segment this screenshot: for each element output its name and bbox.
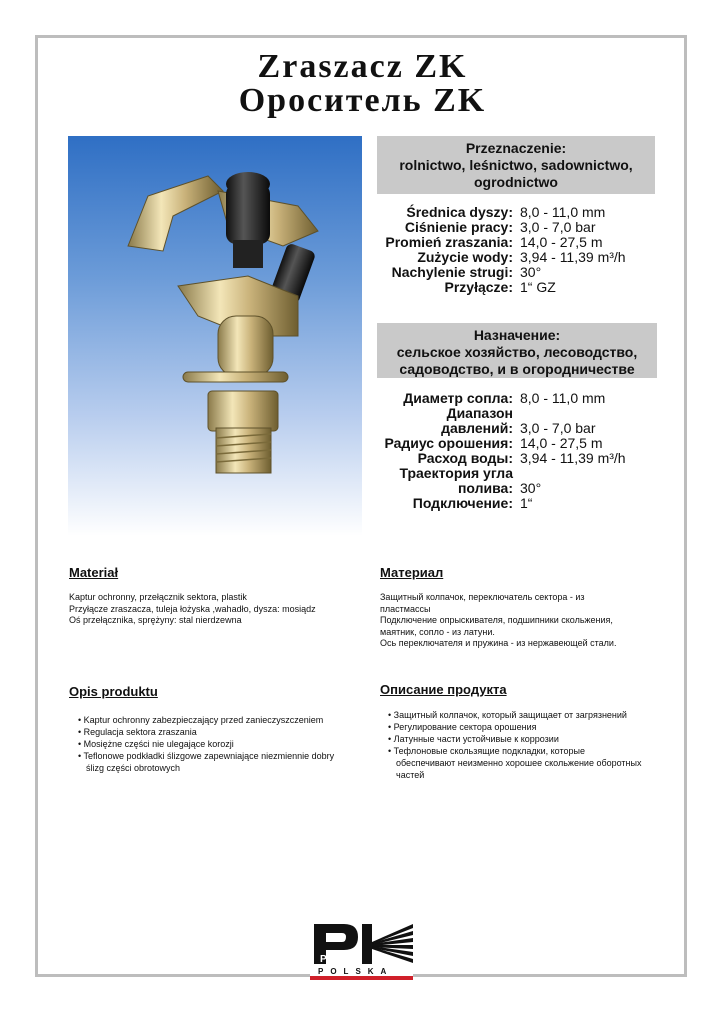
spec-key: Przyłącze: — [444, 279, 513, 295]
text-line: маятник, сопло - из латуни. — [380, 626, 495, 637]
spec-key: Расход воды: — [417, 450, 513, 466]
logo-sub-text: POLSKA — [318, 967, 394, 976]
list-item: • Kaptur ochronny zabezpieczający przed zanieczyszczeniem — [76, 714, 346, 726]
list-item: • Тефлоновые скользящие подкладки, которые обеспечивают неизменно хорошее скольжение оборотных частей — [386, 745, 646, 781]
ru-desc-list — [386, 709, 646, 781]
spec-value: 1“ — [520, 495, 533, 511]
pl-material-text — [69, 592, 316, 627]
list-item: • Mosiężne części nie ulegające korozji — [76, 738, 346, 750]
product-photo — [68, 136, 362, 536]
ru-specs — [371, 391, 626, 511]
spec-row — [371, 205, 626, 220]
list-item: • Защитный колпачок, который защищает от загрязнений — [386, 709, 646, 721]
perrot-logo — [310, 920, 413, 980]
pl-desc-list — [76, 714, 346, 774]
text-line: Kaptur ochronny, przełącznik sektora, plastik — [69, 592, 247, 602]
spec-value: 3,0 - 7,0 bar — [520, 420, 596, 436]
spec-key: Радиус орошения: — [384, 435, 513, 451]
spec-key: Zużycie wody: — [417, 249, 513, 265]
spec-row — [371, 436, 626, 451]
title-russian: Ороситель ZK — [238, 82, 487, 119]
spec-row — [371, 280, 626, 295]
spec-key: Диаметр сопла: — [403, 390, 513, 406]
spec-value: 14,0 - 27,5 m — [520, 435, 603, 451]
pl-purpose-box — [377, 136, 655, 194]
spec-row — [371, 451, 626, 466]
text-line: пластмассы — [380, 603, 431, 614]
spec-key: Диапазон давлений: — [441, 405, 513, 436]
ru-purpose-text: сельское хозяйство, лесоводство, садоводство, и в огородничестве — [396, 344, 638, 377]
spec-value: 30° — [520, 264, 542, 280]
spec-value: 8,0 - 11,0 mm — [520, 204, 606, 220]
spec-row — [371, 391, 626, 406]
spec-key: Promień zraszania: — [385, 234, 513, 250]
ru-material-text — [380, 592, 616, 650]
spec-key: Ciśnienie pracy: — [404, 219, 513, 235]
sprinkler-illustration — [68, 136, 362, 536]
pl-purpose-heading: Przeznaczenie: — [465, 140, 567, 156]
ru-purpose-box — [377, 323, 657, 378]
list-item: • Teflonowe podkładki ślizgowe zapewniające niezmiennie dobry ślizg części obrotowych — [76, 750, 346, 774]
logo-brand-text: Perrot — [320, 954, 350, 965]
spec-key: Nachylenie strugi: — [391, 264, 513, 280]
ru-desc-heading: Описание продукта — [380, 682, 507, 697]
spec-value: 3,0 - 7,0 bar — [520, 219, 596, 235]
spec-value: 3,94 - 11,39 m³/h — [520, 249, 626, 265]
list-item: • Регулирование сектора орошения — [386, 721, 646, 733]
text-line: Защитный колпачок, переключатель сектора - из — [380, 592, 585, 602]
list-item: • Regulacja sektora zraszania — [76, 726, 346, 738]
spec-row — [371, 250, 626, 265]
spec-row — [371, 235, 626, 250]
pl-specs — [371, 205, 626, 295]
spec-key: Подключение: — [412, 495, 513, 511]
spec-value: 14,0 - 27,5 m — [520, 234, 603, 250]
text-line: Oś przełącznika, sprężyny: stal nierdzewna — [69, 615, 242, 625]
title-polish: Zraszacz ZK — [257, 48, 468, 85]
spec-value: 3,94 - 11,39 m³/h — [520, 450, 626, 466]
spec-value: 30° — [520, 480, 542, 496]
spec-value: 1“ GZ — [520, 279, 556, 295]
list-item: • Латунные части устойчивые к коррозии — [386, 733, 646, 745]
spec-row — [371, 466, 626, 496]
spec-key: Średnica dyszy: — [406, 204, 513, 220]
spec-row — [371, 220, 626, 235]
pl-material-heading: Materiał — [69, 565, 119, 580]
spec-value: 8,0 - 11,0 mm — [520, 390, 606, 406]
text-line: Ось переключателя и пружина - из нержавеющей стали. — [380, 638, 617, 648]
ru-material-heading: Материал — [380, 565, 444, 580]
spec-row — [371, 265, 626, 280]
spec-key: Траектория угла полива: — [399, 465, 513, 496]
ru-purpose-heading: Назначение: — [473, 327, 561, 343]
perrot-logo-mark — [310, 920, 413, 980]
spec-row — [371, 406, 626, 436]
spec-row — [371, 496, 626, 511]
pl-desc-heading: Opis produktu — [69, 684, 158, 699]
text-line: Przyłącze zraszacza, tuleja łożyska ,wahadło, dysza: mosiądz — [69, 603, 316, 614]
text-line: Подключение опрыскивателя, подшипники скольжения, — [380, 615, 613, 625]
pl-purpose-text: rolnictwo, leśnictwo, sadownictwo, ogrodnictwo — [399, 157, 633, 190]
